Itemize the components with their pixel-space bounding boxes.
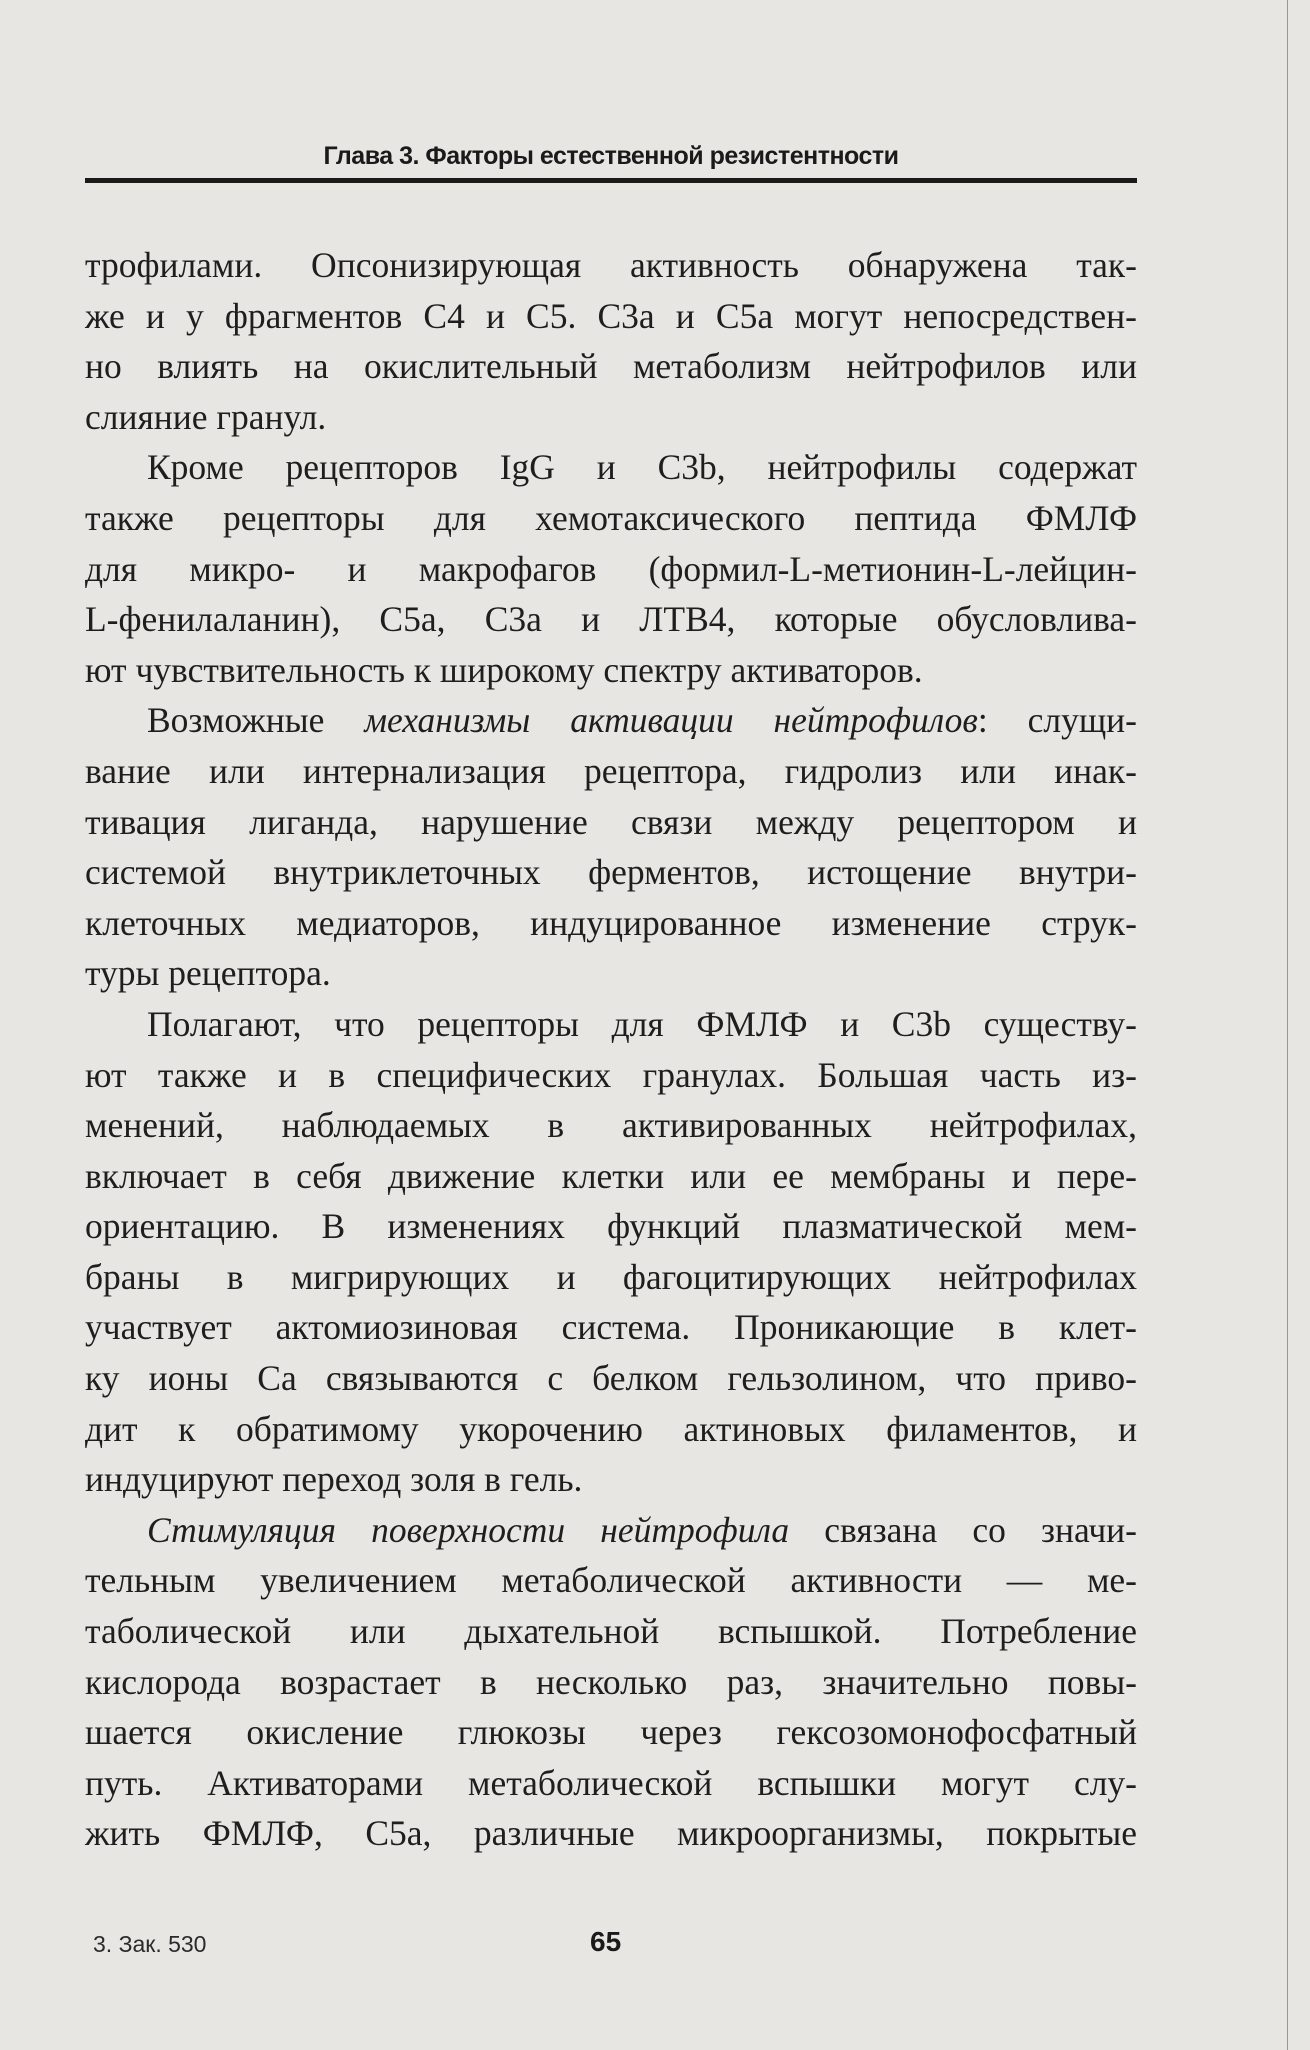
text-line: же и у фрагментов С4 и С5. С3а и С5а могут непосредствен- — [85, 295, 1137, 336]
text-line: трофилами. Опсонизирующая активность обнаружена так- — [85, 245, 1137, 285]
text-line: менений, наблюдаемых в активированных нейтрофилах, — [85, 1105, 1137, 1146]
text-line: индуцируют переход золя в гель. — [85, 1459, 583, 1500]
text-line: системой внутриклеточных ферментов, истощение внутри- — [85, 852, 1137, 893]
page-number: 65 — [590, 1926, 622, 1957]
text-line: шается окисление глюкозы через гексозомонофосфатный — [85, 1712, 1137, 1753]
lead-rest: связана со значи- — [789, 1509, 1137, 1550]
text-line: клеточных медиаторов, индуцированное изменение струк- — [85, 902, 1137, 943]
text-line: ют также и в специфических гранулах. Большая часть из- — [85, 1054, 1137, 1095]
paragraph-4 — [85, 999, 1137, 1505]
text-line: ют чувствительность к широкому спектру активаторов. — [85, 649, 923, 690]
running-head — [85, 138, 1137, 183]
lead-rest: : слущи- — [977, 700, 1137, 741]
paragraph-3 — [85, 695, 1137, 999]
text-line: тивация лиганда, нарушение связи между рецептором и — [85, 801, 1137, 842]
text-line: включает в себя движение клетки или ее мембраны и пере- — [85, 1155, 1137, 1196]
text-line: Кроме рецепторов IgG и С3b, нейтрофилы содержат — [147, 447, 1137, 488]
paragraph-1 — [85, 240, 1137, 442]
paragraph-2 — [85, 442, 1137, 695]
text-line: туры рецептора. — [85, 953, 331, 994]
signature-mark: 3. Зак. 530 — [93, 1931, 207, 1957]
text-line: браны в мигрирующих и фагоцитирующих нейтрофилах — [85, 1256, 1137, 1297]
text-line: L-фенилаланин), С5а, С3а и ЛТВ4, которые обусловлива- — [85, 599, 1137, 640]
text-line: Полагают, что рецепторы для ФМЛФ и С3b существу- — [147, 1003, 1137, 1044]
running-title: Глава 3. Факторы естественной резистентности — [323, 142, 899, 170]
italic-term: Стимуляция поверхности нейтрофила — [147, 1509, 790, 1550]
text-line: также рецепторы для хемотаксического пептида ФМЛФ — [85, 497, 1137, 538]
text-line — [85, 695, 1137, 746]
text-line: тельным увеличением метаболической активности — ме- — [85, 1560, 1137, 1601]
text-line: для микро- и макрофагов (формил-L-метионин-L-лейцин- — [85, 548, 1137, 589]
italic-term: механизмы активации нейтрофилов — [364, 700, 978, 741]
text-line: ориентацию. В изменениях функций плазматической мем- — [85, 1206, 1137, 1247]
text-line: кислорода возрастает в несколько раз, значительно повы- — [85, 1661, 1137, 1702]
text-line: путь. Активаторами метаболической вспышки могут слу- — [85, 1762, 1137, 1803]
text-line: но влиять на окислительный метаболизм нейтрофилов или — [85, 346, 1137, 387]
text-line: жить ФМЛФ, С5а, различные микроорганизмы, покрытые — [85, 1813, 1137, 1854]
paragraph-5 — [85, 1505, 1137, 1859]
text-line: дит к обратимому укорочению актиновых филаментов, и — [85, 1408, 1137, 1449]
text-line: слияние гранул. — [85, 396, 327, 437]
text-line: ку ионы Са связываются с белком гельзолином, что приво- — [85, 1358, 1137, 1399]
page-edge — [1287, 0, 1288, 2050]
text-line — [85, 1505, 1137, 1556]
text-line: вание или интернализация рецептора, гидролиз или инак- — [85, 750, 1137, 791]
lead-plain: Возможные — [147, 700, 365, 741]
text-line: таболической или дыхательной вспышкой. Потребление — [85, 1611, 1137, 1652]
text-line: участвует актомиозиновая система. Проникающие в клет- — [85, 1307, 1137, 1348]
body-text — [85, 240, 1137, 1859]
